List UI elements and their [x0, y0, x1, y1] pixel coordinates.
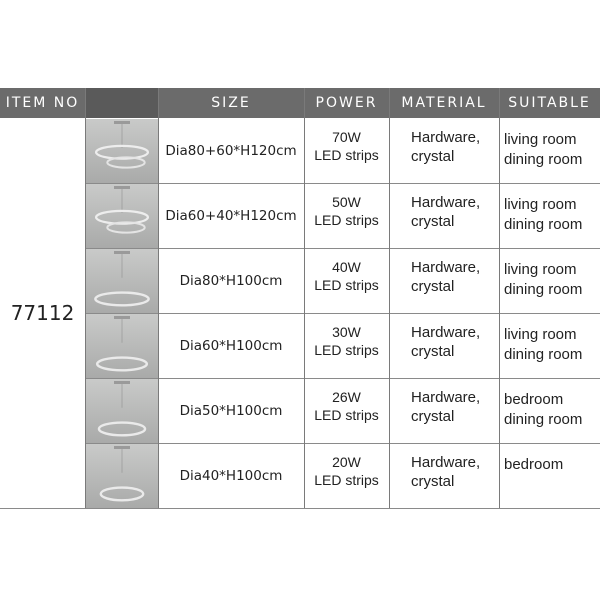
row-divider: [85, 508, 600, 509]
material-cell: [389, 378, 499, 443]
size-cell: [158, 183, 304, 248]
power-type: LED strips: [314, 407, 379, 423]
size-cell: [158, 378, 304, 443]
header-image: [85, 88, 158, 118]
size-cell: [158, 313, 304, 378]
column-divider: [499, 88, 500, 508]
suitable-line-1: bedroom: [504, 456, 564, 473]
material-line-1: Hardware,: [411, 194, 481, 211]
product-photo: [86, 314, 158, 378]
product-photo: [86, 184, 158, 248]
header-size: SIZE: [158, 88, 304, 118]
power-type: LED strips: [314, 472, 379, 488]
header-item-no: ITEM NO: [0, 88, 85, 118]
header-suitable: SUITABLE: [499, 88, 600, 118]
material-cell: [389, 183, 499, 248]
power-value: 70W: [332, 129, 361, 145]
suitable-cell: [499, 118, 600, 183]
material-line-1: Hardware,: [411, 454, 481, 471]
row-divider: [85, 313, 600, 314]
suitable-line-2: dining room: [504, 216, 583, 233]
product-photo: [86, 119, 158, 183]
power-value: 30W: [332, 324, 361, 340]
power-cell: [304, 313, 389, 378]
material-line-2: crystal: [411, 213, 455, 230]
column-divider: [304, 88, 305, 508]
size-value: Dia60+40*H120cm: [165, 207, 297, 224]
material-line-2: crystal: [411, 473, 455, 490]
size-cell: [158, 443, 304, 508]
size-value: Dia60*H100cm: [179, 337, 283, 354]
material-cell: [389, 118, 499, 183]
material-line-1: Hardware,: [411, 259, 481, 276]
size-value: Dia50*H100cm: [179, 402, 283, 419]
power-type: LED strips: [314, 342, 379, 358]
material-cell: [389, 443, 499, 508]
column-divider: [158, 88, 159, 508]
power-value: 40W: [332, 259, 361, 275]
size-cell: [158, 248, 304, 313]
spec-table: [0, 88, 600, 508]
material-line-2: crystal: [411, 343, 455, 360]
header-power: POWER: [304, 88, 389, 118]
suitable-line-1: living room: [504, 131, 577, 148]
column-divider: [85, 88, 86, 508]
row-divider: [85, 443, 600, 444]
header-material: MATERIAL: [389, 88, 499, 118]
power-value: 26W: [332, 389, 361, 405]
column-divider: [389, 88, 390, 508]
size-value: Dia80*H100cm: [179, 272, 283, 289]
product-photo: [86, 379, 158, 443]
table-bottom-border: [0, 508, 85, 509]
suitable-line-2: dining room: [504, 346, 583, 363]
size-value: Dia80+60*H120cm: [165, 142, 297, 159]
suitable-line-1: living room: [504, 196, 577, 213]
suitable-cell: [499, 183, 600, 248]
suitable-line-2: dining room: [504, 281, 583, 298]
suitable-line-1: bedroom: [504, 391, 564, 408]
suitable-line-2: dining room: [504, 411, 583, 428]
power-value: 20W: [332, 454, 361, 470]
item-number: 77112: [10, 301, 75, 325]
material-line-2: crystal: [411, 408, 455, 425]
power-cell: [304, 378, 389, 443]
material-line-2: crystal: [411, 278, 455, 295]
product-photo: [86, 249, 158, 313]
suitable-cell: [499, 313, 600, 378]
power-cell: [304, 118, 389, 183]
power-type: LED strips: [314, 277, 379, 293]
material-cell: [389, 313, 499, 378]
product-photo: [86, 444, 158, 508]
suitable-cell: [499, 378, 600, 443]
material-line-1: Hardware,: [411, 324, 481, 341]
power-type: LED strips: [314, 147, 379, 163]
power-cell: [304, 183, 389, 248]
suitable-cell: [499, 248, 600, 313]
size-cell: [158, 118, 304, 183]
power-value: 50W: [332, 194, 361, 210]
size-value: Dia40*H100cm: [179, 467, 283, 484]
power-type: LED strips: [314, 212, 379, 228]
row-divider: [85, 378, 600, 379]
material-line-1: Hardware,: [411, 389, 481, 406]
material-cell: [389, 248, 499, 313]
power-cell: [304, 443, 389, 508]
power-cell: [304, 248, 389, 313]
row-divider: [85, 183, 600, 184]
material-line-2: crystal: [411, 148, 455, 165]
suitable-line-2: dining room: [504, 151, 583, 168]
row-divider: [85, 248, 600, 249]
material-line-1: Hardware,: [411, 129, 481, 146]
suitable-line-1: living room: [504, 261, 577, 278]
suitable-line-1: living room: [504, 326, 577, 343]
suitable-cell: [499, 443, 600, 508]
